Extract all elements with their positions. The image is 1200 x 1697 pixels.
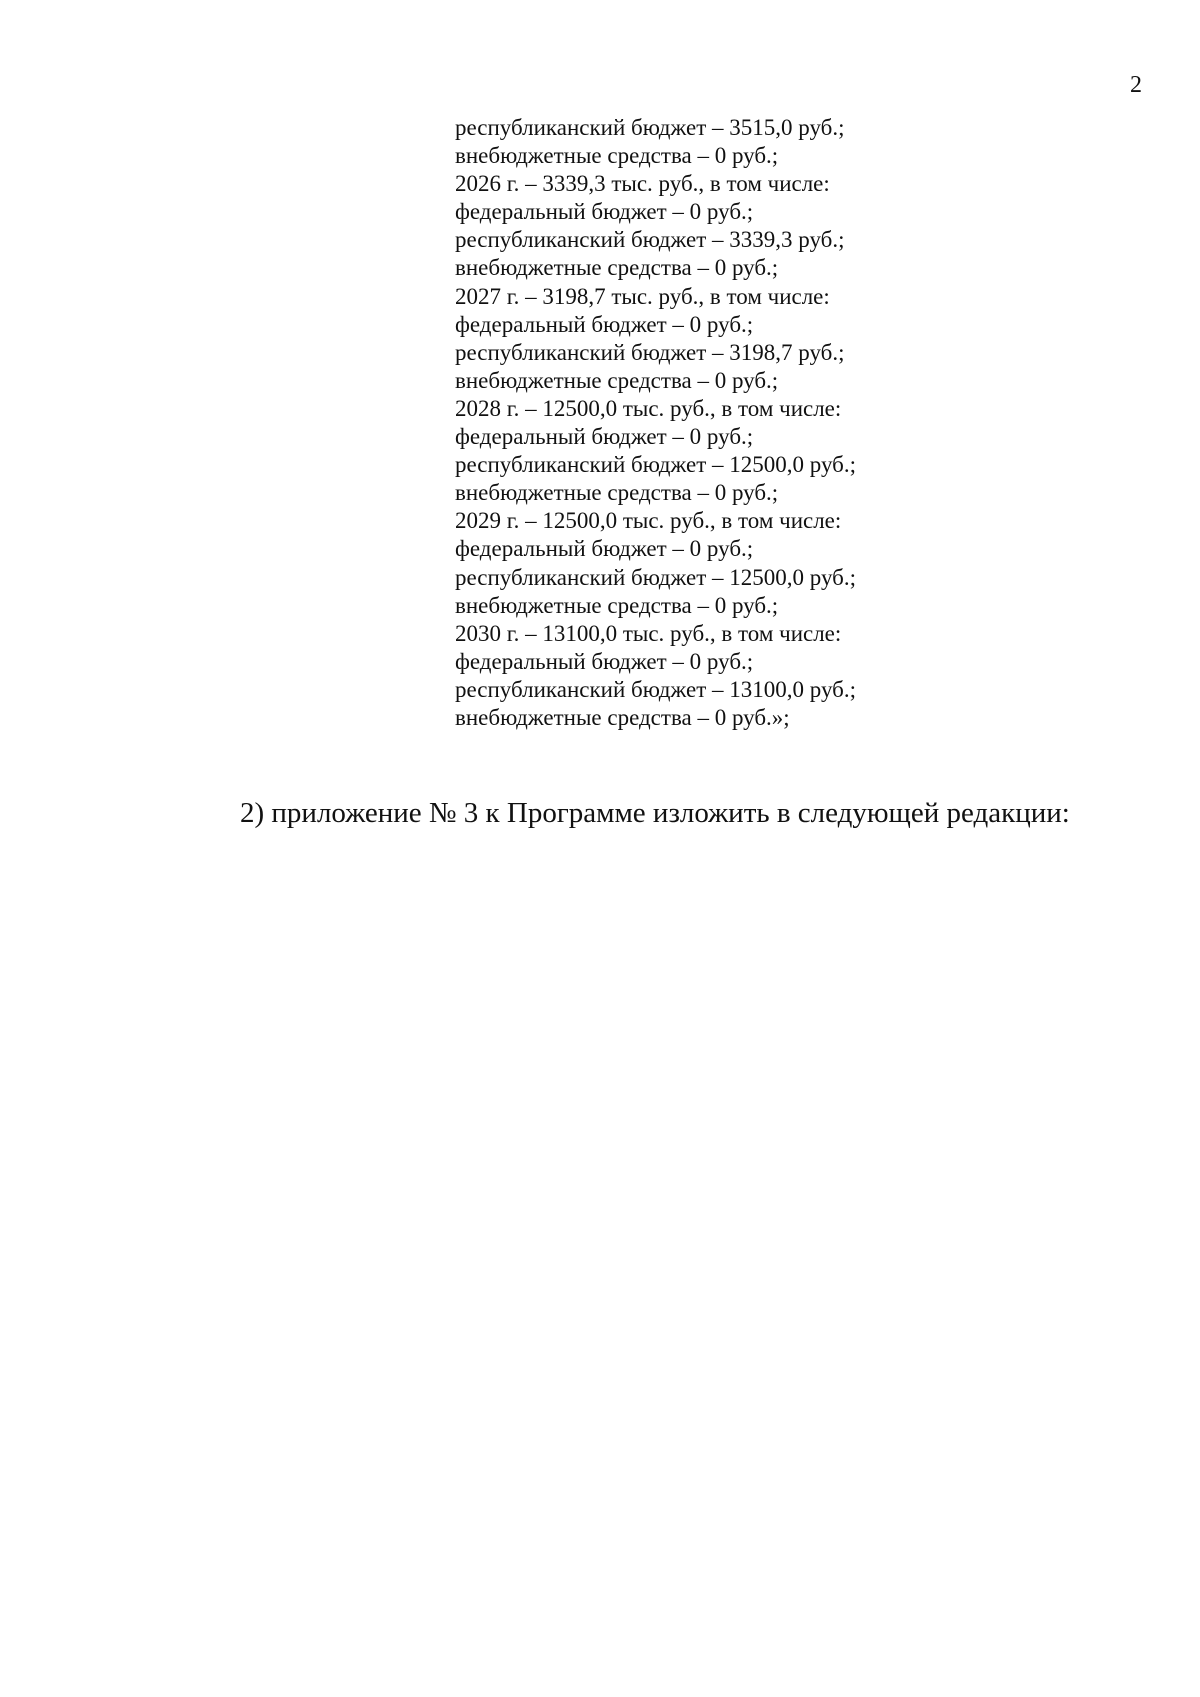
funding-line: федеральный бюджет – 0 руб.; xyxy=(455,199,754,225)
funding-line: республиканский бюджет – 12500,0 руб.; xyxy=(455,452,857,478)
funding-line: внебюджетные средства – 0 руб.; xyxy=(455,592,779,618)
funding-line: внебюджетные средства – 0 руб.; xyxy=(455,367,779,393)
funding-line-year-2028: 2028 г. – 12500,0 тыс. руб., в том числе: xyxy=(455,395,842,421)
funding-line: республиканский бюджет – 3339,3 руб.; xyxy=(455,227,845,253)
funding-line: республиканский бюджет – 3198,7 руб.; xyxy=(455,339,845,365)
funding-line-year-2029: 2029 г. – 12500,0 тыс. руб., в том числе: xyxy=(455,508,842,534)
funding-line-year-2026: 2026 г. – 3339,3 тыс. руб., в том числе: xyxy=(455,171,830,197)
funding-line: республиканский бюджет – 12500,0 руб.; xyxy=(455,564,857,590)
funding-line-year-2030: 2030 г. – 13100,0 тыс. руб., в том числе: xyxy=(455,620,842,646)
funding-breakdown xyxy=(455,114,975,732)
funding-line: федеральный бюджет – 0 руб.; xyxy=(455,536,754,562)
page-number: 2 xyxy=(1130,72,1142,98)
funding-line: федеральный бюджет – 0 руб.; xyxy=(455,311,754,337)
funding-line: внебюджетные средства – 0 руб.; xyxy=(455,143,779,169)
funding-line: внебюджетные средства – 0 руб.»; xyxy=(455,704,790,730)
funding-line: федеральный бюджет – 0 руб.; xyxy=(455,424,754,450)
amendment-instruction: 2) приложение № 3 к Программе изложить в следующей редакции: xyxy=(240,797,1070,829)
funding-line: республиканский бюджет – 13100,0 руб.; xyxy=(455,676,857,702)
funding-line: внебюджетные средства – 0 руб.; xyxy=(455,255,779,281)
funding-line: внебюджетные средства – 0 руб.; xyxy=(455,480,779,506)
funding-line: республиканский бюджет – 3515,0 руб.; xyxy=(455,115,845,140)
funding-line-year-2027: 2027 г. – 3198,7 тыс. руб., в том числе: xyxy=(455,283,830,309)
funding-line: федеральный бюджет – 0 руб.; xyxy=(455,648,754,674)
